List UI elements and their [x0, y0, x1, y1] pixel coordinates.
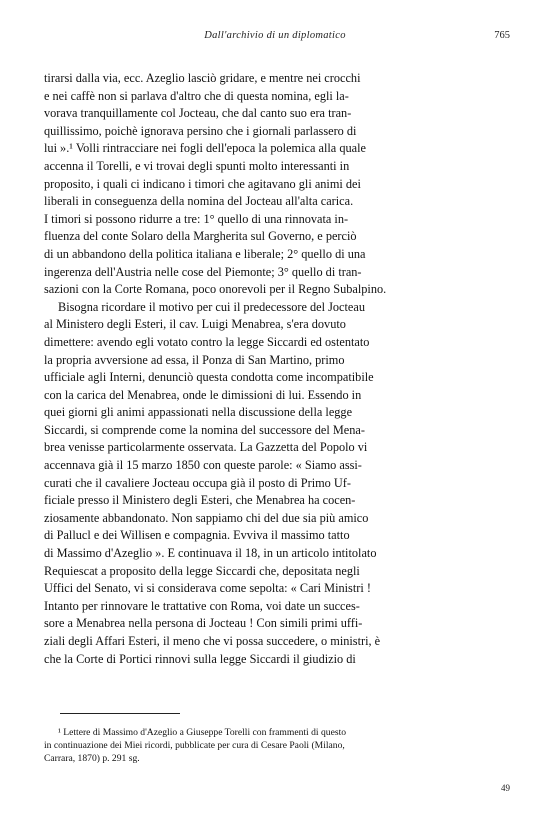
body-text	[44, 70, 514, 668]
text-line: curati che il cavaliere Jocteau occupa già il posto di Primo Uf-	[44, 475, 351, 490]
text-line: di Pallucl e dei Willisen e compagnia. Evviva il massimo tatto	[44, 528, 350, 543]
text-line: accenna il Torelli, e vi trovai degli spunti molto interessanti in	[44, 158, 350, 173]
footnote-line: ¹ Lettere di Massimo d'Azeglio a Giuseppe Torelli con frammenti di questo	[58, 727, 347, 738]
text-line: al Ministero degli Esteri, il cav. Luigi Menabrea, s'era dovuto	[44, 317, 346, 332]
text-line: Bisogna ricordare il motivo per cui il predecessore del Jocteau	[58, 299, 365, 314]
text-line: liberali in conseguenza della nomina del Jocteau all'alta carica.	[44, 194, 354, 209]
text-line: di un abbandono della politica italiana e liberale; 2° quello di una	[44, 246, 366, 261]
text-line: la propria avversione ad essa, il Ponza di San Martino, primo	[44, 352, 345, 367]
text-line: I timori si possono ridurre a tre: 1° quello di una rinnovata in-	[44, 211, 349, 226]
text-line: di Massimo d'Azeglio ». E continuava il 18, in un articolo intitolato	[44, 546, 377, 561]
text-line: ziali degli Affari Esteri, il meno che vi possa succedere, o ministri, è	[44, 634, 381, 648]
text-line: Intanto per rinnovare le trattative con Roma, voi date un succes-	[44, 598, 360, 613]
text-line: quei giorni gli animi appassionati nella discussione della legge	[44, 405, 353, 420]
text-line: quillissimo, poichè ignorava persino che i giornali parlassero di	[44, 123, 357, 138]
text-line: fluenza del conte Solaro della Margherita sul Governo, e perciò	[44, 229, 357, 244]
text-line: accennava già il 15 marzo 1850 con queste parole: « Siamo assi-	[44, 458, 362, 473]
text-line: con la carica del Menabrea, onde le dimissioni di lui. Essendo in	[44, 387, 362, 402]
text-line: ufficiale agli Interni, denunciò questa condotta come incompatibile	[44, 370, 374, 385]
text-line: brea venisse particolarmente osservata. La Gazzetta del Popolo vi	[44, 440, 368, 455]
footnote	[44, 726, 514, 765]
text-line: lui ».¹ Volli rintracciare nei fogli dell'epoca la polemica alla quale	[44, 141, 366, 156]
running-title: Dall'archivio di un diplomatico	[204, 30, 346, 41]
printer-signature-mark: 49	[501, 783, 510, 793]
running-header	[40, 26, 510, 50]
text-line: Siccardi, si comprende come la nomina del successore del Mena-	[44, 422, 365, 437]
text-line: Uffici del Senato, vi si considerava come sepolta: « Cari Ministri !	[44, 581, 371, 596]
footnote-divider	[60, 713, 180, 714]
text-line: che la Corte di Portici rinnovi sulla legge Siccardi il giudizio di	[44, 651, 356, 666]
text-line: ingerenza dell'Austria nelle cose del Piemonte; 3° quello di tran-	[44, 264, 362, 279]
text-line: e nei caffè non si parlava d'altro che di questa nomina, egli la-	[44, 88, 349, 103]
text-line: sore a Menabrea nella persona di Jocteau ! Con simili primi uffi-	[44, 616, 363, 631]
text-line: sazioni con la Corte Romana, poco onorevoli per il Regno Subalpino.	[44, 282, 387, 297]
text-line: tirarsi dalla via, ecc. Azeglio lasciò gridare, e mentre nei crocchi	[44, 71, 361, 85]
text-line: ziosamente abbandonato. Non sappiamo chi del due sia più amico	[44, 510, 369, 525]
page-number: 765	[494, 30, 510, 41]
footnote-line: in continuazione dei Miei ricordi, pubblicate per cura di Cesare Paoli (Milano,	[44, 740, 345, 751]
text-line: proposito, i quali ci indicano i timori che agitavano gli animi dei	[44, 176, 361, 191]
footnote-line: Carrara, 1870) p. 291 sg.	[44, 753, 140, 764]
text-line: vorava tranquillamente col Jocteau, che dal canto suo era tran-	[44, 106, 352, 121]
text-line: Requiescat a proposito della legge Siccardi che, depositata negli	[44, 563, 360, 578]
text-line: ficiale presso il Ministero degli Esteri, che Menabrea ha cocen-	[44, 493, 356, 508]
text-line: dimettere: avendo egli votato contro la legge Siccardi ed ostentato	[44, 334, 370, 349]
